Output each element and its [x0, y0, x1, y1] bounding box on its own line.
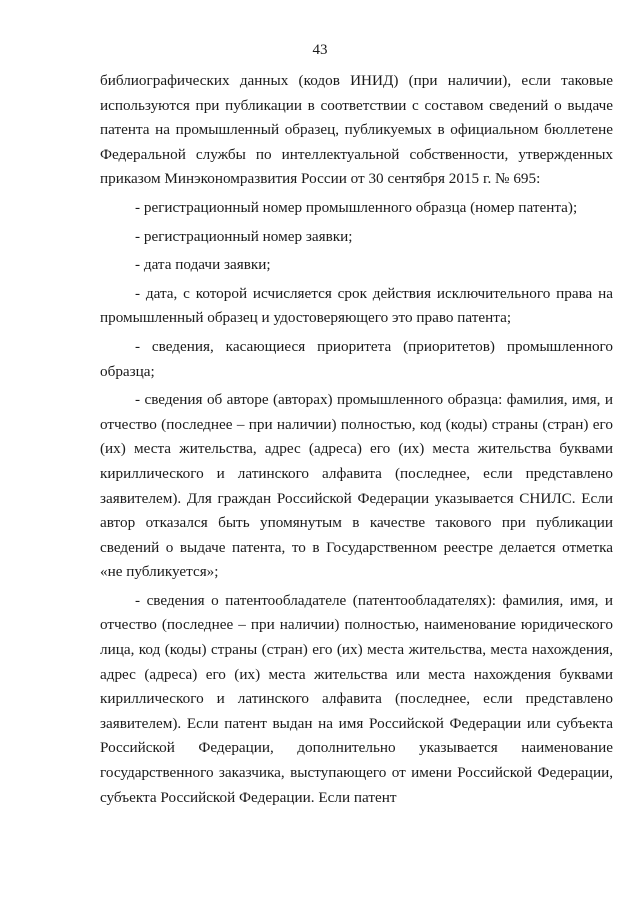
paragraph-bibliographic-data: библиографических данных (кодов ИНИД) (при наличии), если таковые используются при публикации в соответствии с составом сведений о выдаче патента на промышленный образец, публикуемых в официальном бюллетене Федеральной службы по интеллектуальной собственности, утвержденных приказом Минэкономразвития России от 30 сентября 2015 г. № 695:: [100, 72, 613, 188]
list-item-priority: - сведения, касающиеся приоритета (приоритетов) промышленного образца;: [100, 337, 613, 380]
page-number: 43: [312, 42, 328, 58]
list-item-term-start-date: - дата, с которой исчисляется срок действия исключительного права на промышленный образец и удостоверяющего это право патента;: [100, 284, 613, 327]
list-item-patent-holder-info: - сведения о патентообладателе (патентообладателях): фамилия, имя, и отчество (последнее – при наличии) полностью, наименование юридического лица, код (коды) страны (стран) его (их) места жительства, места нахождения, адрес (адреса) его (их) места жительства или места нахождения буквами кириллического и латинского алфавита (последнее, если представлено заявителем). Если патент выдан на имя Российской Федерации или субъекта Российской Федерации, дополнительно указывается наименование государственного заказчика, выступающего от имени Российской Федерации, субъекта Российской Федерации. Если патент: [100, 591, 613, 806]
document-body: [100, 69, 613, 810]
list-item-filing-date: - дата подачи заявки;: [135, 256, 271, 274]
list-item-registration-number: - регистрационный номер промышленного образца (номер патента);: [135, 198, 578, 216]
list-item-application-number: - регистрационный номер заявки;: [135, 227, 353, 245]
list-item-author-info: - сведения об авторе (авторах) промышленного образца: фамилия, имя, и отчество (последнее – при наличии) полностью, код (коды) страны (стран) его (их) места жительства, адрес (адреса) его (их) места жительства буквами кириллического и латинского алфавита (последнее, если представлено заявителем). Для граждан Российской Федерации указывается СНИЛС. Если автор отказался быть упомянутым в качестве такового при публикации сведений о выдаче патента, то в Государственном реестре делается отметка «не публикуется»;: [100, 391, 613, 581]
